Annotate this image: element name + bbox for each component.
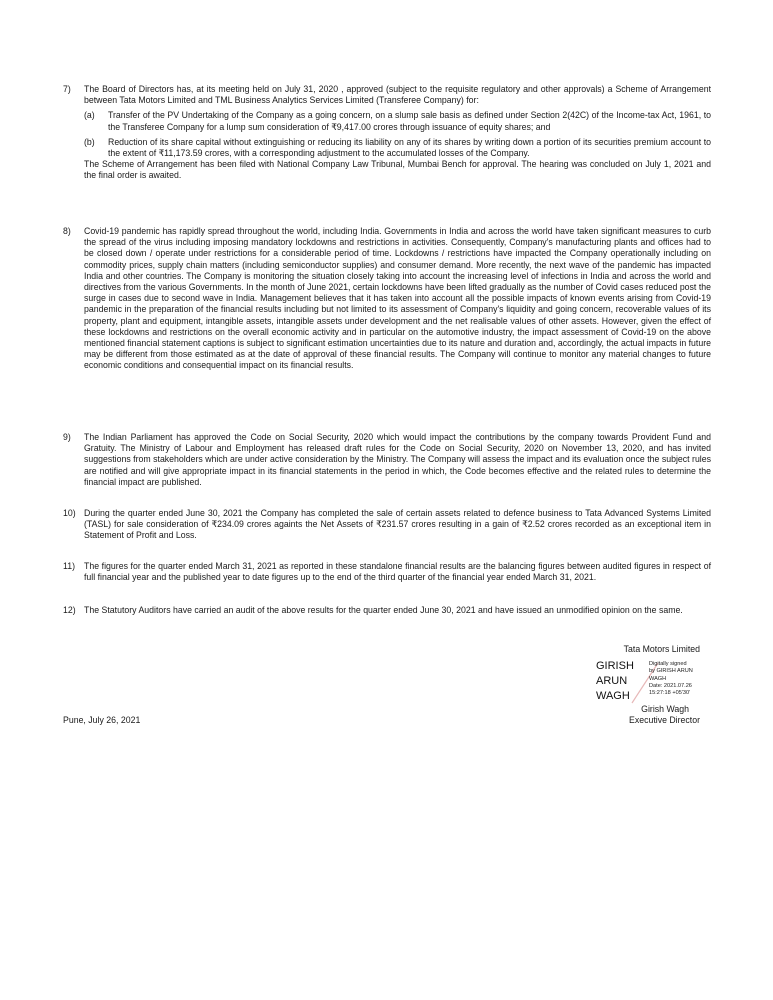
- note-12: [63, 605, 711, 616]
- signature-details: Digitally signed by GIRISH ARUN WAGH Date: 2021.07.26 15:27:18 +05'30': [649, 661, 693, 697]
- subpoint-label: (b): [84, 136, 95, 147]
- place-date: Pune, July 26, 2021: [63, 715, 141, 725]
- note-text: The Board of Directors has, at its meeting held on July 31, 2020 , approved (subject to the requisite regulatory and other approvals) a Scheme of Arrangement between Tata Motors Limited and TML Business Analytics Services Limited (Transferee Company) for:: [84, 84, 711, 106]
- note-7: [63, 84, 711, 182]
- company-name: Tata Motors Limited: [623, 644, 700, 654]
- note-number: 8): [63, 226, 71, 236]
- note-number: 7): [63, 84, 71, 94]
- digital-signature: [596, 659, 706, 705]
- note-number: 10): [63, 508, 76, 518]
- note-text: The figures for the quarter ended March 31, 2021 as reported in these standalone financial results are the balancing figures between audited figures in respect of full financial year and the published year to date figures up to the end of the third quarter of the financial year ended March 31, 2021.: [84, 561, 711, 583]
- note-text: Covid-19 pandemic has rapidly spread throughout the world, including India. Governments in India and across the world have taken significant measures to curb the spread of the virus including imposing mandatory lockdowns and restrictions in activities. Consequently, Company's manufacturing plants and offices had to be closed down / operate under restrictions for a considerable period of time. Lockdowns / restrictions have impacted the Company operationally including on commodity prices, supply chain matters (including semiconductor supplies) and consumer demand. More recently, the next wave of the pandemic has impacted India and other countries. The Company is monitoring the situation closely taking into account the increasing level of infections in India and across the world and directives from the various Governments. In the month of June 2021, certain lockdowns have been lifted gradually as the number of Covid cases reduced post the surge in cases due to second wave in India. Management believes that it has taken into account all the possible impacts of known events arising from Covid-19 pandemic in the preparation of the financial results including but not limited to its assessment of Company's liquidity and going concern, recoverable values of its property, plant and equipment, intangible assets, intangible assets under development and the net realisable values of other assets. However, given the effect of these lockdowns and restrictions on the overall economic activity and in particular on the automotive industry, the impact assessment of Covid-19 on the above mentioned financial statement captions is subject to significant estimation uncertainties due to its nature and duration and, accordingly, the actual impacts in future may be different from those estimated as at the date of approval of these financial results. The Company will continue to monitor any material changes to future economic conditions and consequential impact on its financial results.: [84, 226, 711, 371]
- note-number: 9): [63, 432, 71, 442]
- note-9: [63, 432, 711, 488]
- note-text: The Statutory Auditors have carried an audit of the above results for the quarter ended June 30, 2021 and have issued an unmodified opinion on the same.: [84, 605, 683, 615]
- subpoint-a: [84, 110, 711, 132]
- note-text: The Indian Parliament has approved the Code on Social Security, 2020 which would impact the contributions by the company towards Provident Fund and Gratuity. The Ministry of Labour and Employment has released draft rules for the Code on Social Security, 2020 on November 13, 2020, and has invited suggestions from stakeholders which are under active consideration by the Ministry. The Company will assess the impact and its evaluation once the subject rules are notified and will give appropriate impact in its financial statements in the period in which, the Code becomes effective and the related rules to determine the financial impact are published.: [84, 432, 711, 487]
- note-8: [63, 226, 711, 372]
- note-number: 12): [63, 605, 76, 615]
- subpoint-text: Reduction of its share capital without extinguishing or reducing its liability on any of its shares by writing down a portion of its securities premium account to the extent of ₹11,173.59 crores, with a corresponding adjustment to the accumulated losses of the Company.: [108, 136, 711, 159]
- signer-designation: Executive Director: [629, 715, 700, 725]
- subpoint-b: [84, 137, 711, 159]
- note-number: 11): [63, 561, 75, 571]
- note-text: During the quarter ended June 30, 2021 the Company has completed the sale of certain assets related to defence business to Tata Advanced Systems Limited (TASL) for sale consideration of ₹234.09 crores againts the Net Assets of ₹231.57 crores resulting in a gain of ₹2.52 crores recorded as an exceptional item in Statement of Profit and Loss.: [84, 508, 711, 541]
- note-text: The Scheme of Arrangement has been filed with National Company Law Tribunal, Mumbai Bench for approval. The hearing was concluded on July 1, 2021 and the final order is awaited.: [84, 159, 711, 181]
- note-10: [63, 508, 711, 542]
- subpoint-label: (a): [84, 110, 95, 121]
- signature-name: GIRISH ARUN WAGH: [596, 660, 634, 702]
- subpoint-text: Transfer of the PV Undertaking of the Company as a going concern, on a slump sale basis as defined under Section 2(42C) of the Income-tax Act, 1961, to the Transferee Company for a lump sum consideration of ₹9,417.00 crores through issuance of equity shares; and: [108, 110, 711, 132]
- signer-name: Girish Wagh: [641, 704, 689, 714]
- note-11: [63, 561, 711, 583]
